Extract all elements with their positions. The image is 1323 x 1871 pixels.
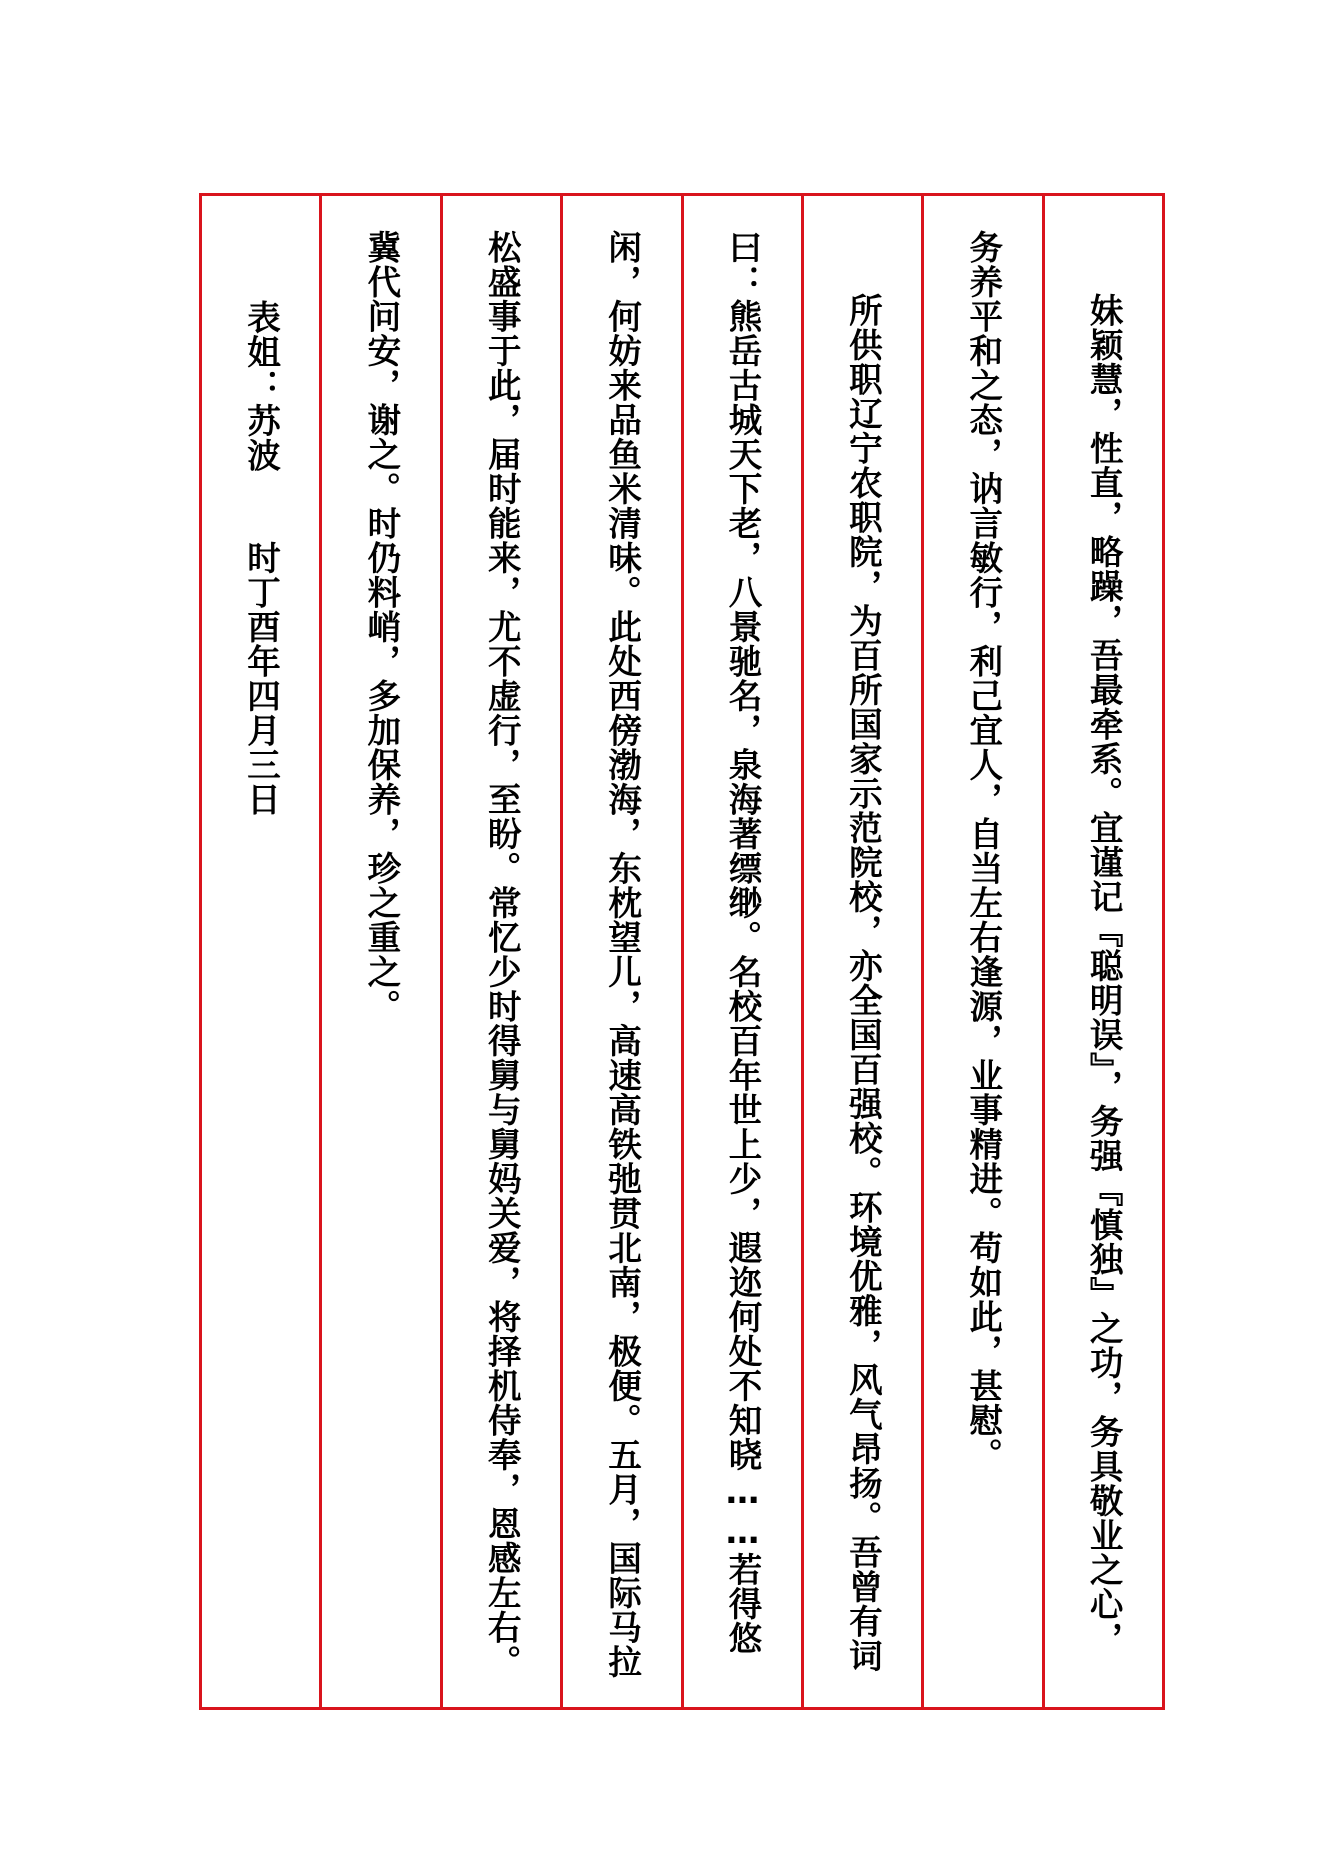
signature-column — [202, 196, 319, 1707]
letter-text: 闲，何妨来品鱼米清味。此处西傍渤海，东枕望儿，高速高铁弛贯北南，极便。五月，国际马拉 — [602, 230, 642, 1679]
letter-text: 妹颖慧，性直，略躁，吾最牵系。宜谨记『聪明误』，务强『慎独』之功，务具敬业之心， — [1084, 293, 1124, 1657]
signature: 表姐：苏波 — [241, 300, 281, 473]
letter-column-7 — [319, 196, 439, 1707]
letter-column-2 — [921, 196, 1041, 1707]
letter-text: 所供职辽宁农职院，为百所国家示范院校，亦全国百强校。环境优雅，风气昂扬。吾曾有词 — [843, 293, 883, 1673]
letter-text: 冀代问安，谢之。时仍料峭，多加保养，珍之重之。 — [361, 230, 401, 1024]
letter-text: 曰：熊岳古城天下老，八景驰名，泉海著缥缈。名校百年世上少，遐迩何处不知晓……若得悠 — [722, 230, 762, 1656]
letter-column-3 — [801, 196, 921, 1707]
letter-column-4 — [681, 196, 801, 1707]
letter-column-1 — [1042, 196, 1162, 1707]
letter-column-6 — [440, 196, 560, 1707]
signature-block — [241, 300, 281, 817]
letter-text: 松盛事于此，届时能来，尤不虚行，至盼。常忆少时得舅与舅妈关爱，将择机侍奉，恩感左右。 — [482, 230, 522, 1679]
letter-grid — [199, 193, 1165, 1710]
letter-column-5 — [560, 196, 680, 1707]
letter-date: 时丁酉年四月三日 — [241, 540, 281, 817]
letter-text: 务养平和之态，讷言敏行，利己宜人，自当左右逢源，业事精进。苟如此，甚慰。 — [963, 230, 1003, 1472]
